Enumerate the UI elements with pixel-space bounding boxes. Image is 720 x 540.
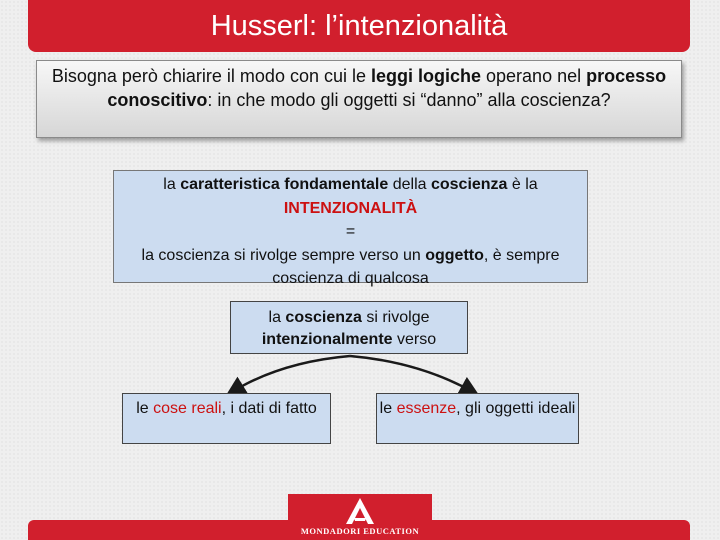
question-leggi-logiche: leggi logiche	[371, 66, 482, 86]
mondadori-a-icon	[343, 497, 377, 525]
def-text-4: la coscienza si rivolge sempre verso un	[141, 246, 426, 264]
middle-box	[230, 301, 468, 354]
left-leaf-box	[122, 393, 331, 444]
right-essenze: essenze	[396, 400, 457, 417]
question-box	[36, 60, 682, 138]
def-caratteristica: caratteristica fondamentale	[180, 176, 389, 193]
mid-text-2: si rivolge	[361, 309, 430, 326]
question-processo-conoscitivo: processo conoscitivo	[107, 66, 667, 110]
logo-text: MONDADORI EDUCATION	[300, 526, 420, 536]
mid-intenzionalmente: intenzionalmente	[261, 331, 393, 348]
def-text-3: è la	[507, 176, 538, 193]
def-coscienza: coscienza	[430, 176, 508, 193]
definition-box	[113, 170, 588, 287]
left-text-1: le	[136, 400, 154, 417]
title-bar	[28, 0, 690, 52]
question-text-1: Bisogna però chiarire il modo con cui le	[51, 66, 371, 86]
arrow-left	[230, 356, 350, 393]
question-text-3: : in che modo gli oggetti si “danno” alla coscienza?	[207, 90, 611, 110]
publisher-logo	[288, 494, 432, 540]
right-text-1: le	[379, 400, 397, 417]
right-leaf-box	[376, 393, 579, 444]
def-equals: =	[345, 223, 356, 240]
def-keyword-intenzionalita: INTENZIONALITÀ	[283, 199, 418, 217]
mid-coscienza: coscienza	[285, 309, 362, 326]
mid-text-3: verso	[392, 331, 437, 348]
left-cose-reali: cose reali	[153, 400, 222, 417]
mid-text-1: la	[268, 309, 286, 326]
left-text-2: , i dati di fatto	[221, 400, 317, 417]
arrow-right	[350, 356, 475, 393]
question-text-2: operano nel	[481, 66, 587, 86]
def-text-5: , è sempre coscienza di qualcosa	[272, 246, 560, 287]
def-text-1: la	[163, 176, 181, 193]
right-text-2: , gli oggetti ideali	[456, 400, 576, 417]
def-text-2: della	[388, 176, 431, 193]
slide-title: Husserl: l’intenzionalità	[210, 9, 508, 42]
def-oggetto: oggetto	[425, 246, 484, 264]
